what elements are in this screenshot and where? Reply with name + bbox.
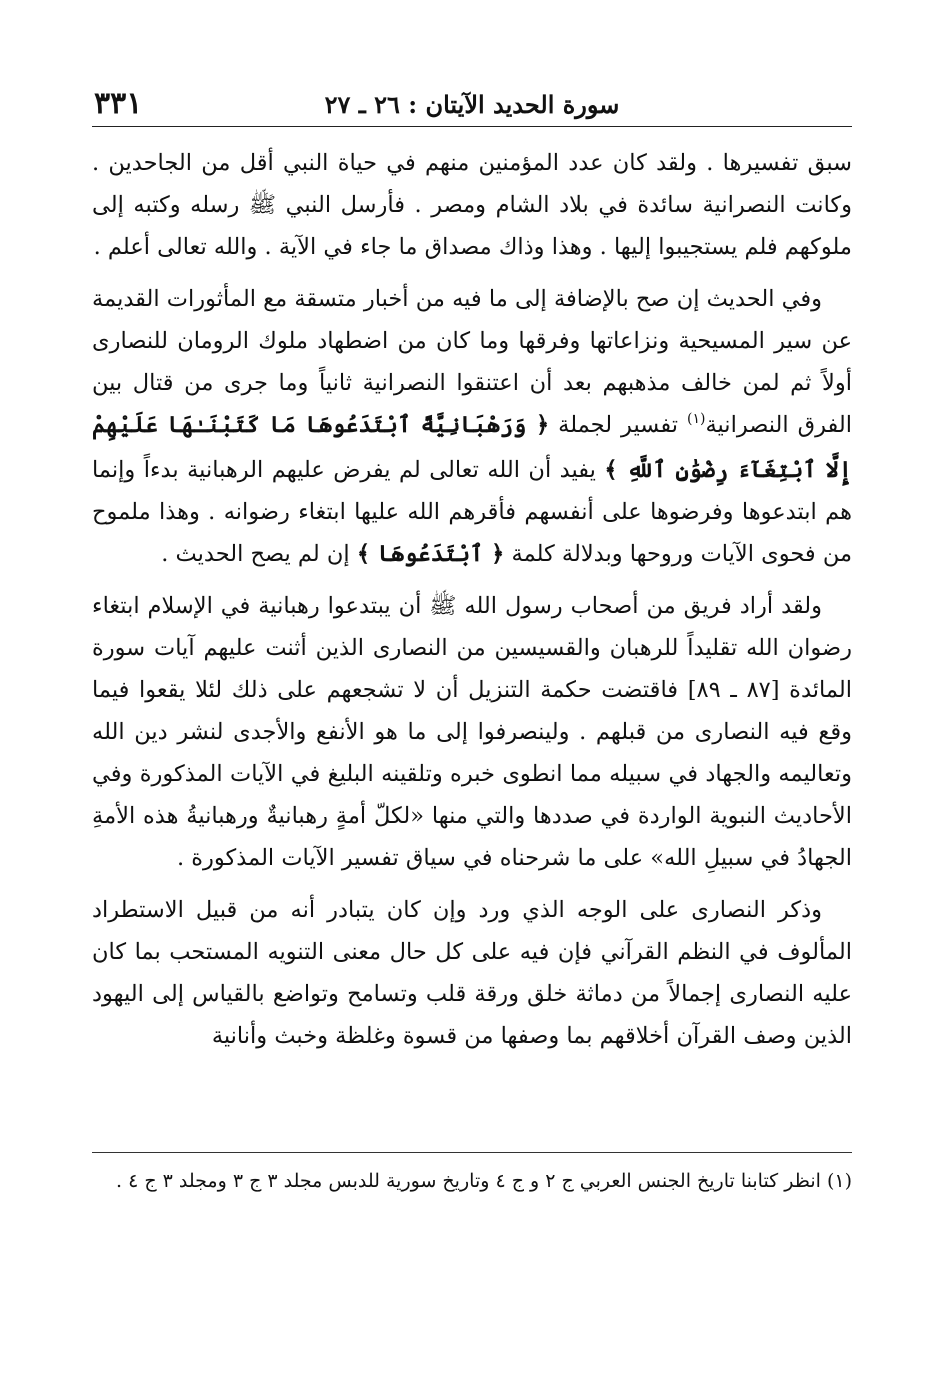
quran-word: ﴿ ٱبْتَدَعُوهَا ﴾ <box>356 541 505 567</box>
footnote-divider <box>92 1152 852 1153</box>
paragraph-2-text-c: يفيد أن الله تعالى لم يفرض عليهم الرهبانية بدءاً وإنما هم ابتدعوها وفرضوها على أنفسهم فأقرهم الله عليها ابتغاء رضوانه . وهذا ملموح من فحوى الآيات وروحها وبدلالة كلمة <box>92 457 852 567</box>
paragraph-2-text-d: إن لم يصح الحديث . <box>161 541 357 567</box>
quran-quote: ﴿ وَرَهْبَانِيَّةً ٱبْتَدَعُوهَا مَا كَتَبْنَـٰهَا عَلَيْهِمْ إِلَّا ٱبْتِغَآءَ رِضْوَٰنِ ٱللَّهِ ﴾ <box>92 412 852 483</box>
body-text <box>92 142 852 1057</box>
running-title: سورة الحديد الآيتان : ٢٦ ـ ٢٧ <box>324 90 620 119</box>
footnote-1: (١) انظر كتابنا تاريخ الجنس العربي ج ٢ و ج ٤ وتاريخ سورية للدبس مجلد ٣ ج ٣ ومجلد ٣ ج ٤ . <box>115 1170 852 1192</box>
paragraph-2-text-b: تفسير لجملة <box>549 412 687 438</box>
paragraph-3: ولقد أراد فريق من أصحاب رسول الله ﷺ أن يبتدعوا رهبانية في الإسلام ابتغاء رضوان الله تقليداً للرهبان والقسيسين من النصارى الذين أثنت عليهم آيات سورة المائدة [٨٧ ـ ٨٩] فاقتضت حكمة التنزيل أن لا تشجعهم على ذلك لئلا يقعوا فيما وقع فيه النصارى من قبلهم . ولينصرفوا إلى ما هو الأنفع والأجدى لنشر دين الله وتعاليمه والجهاد في سبيله مما انطوى خبره وتلقينه البليغ في الآيات المذكورة وفي الأحاديث النبوية الواردة في صددها والتي منها «لكلّ أمةٍ رهبانيةٌ ورهبانيةُ هذه الأمةِ الجهادُ في سبيلِ الله» على ما شرحناه في سياق تفسير الآيات المذكورة . <box>92 593 852 871</box>
page-number: ٣٣١ <box>94 86 143 121</box>
page-header <box>92 86 852 127</box>
footnote-reference: (١) <box>686 411 706 427</box>
footnotes <box>92 1162 852 1200</box>
paragraph-2 <box>92 278 852 575</box>
paragraph-2-text-a: وفي الحديث إن صح بالإضافة إلى ما فيه من أخبار متسقة مع المأثورات القديمة عن سير المسيحية ونزاعاتها وفرقها وما كان من اضطهاد ملوك الرومان للنصارى أولاً ثم لمن خالف مذهبهم بعد أن اعتنقوا النصرانية ثانياً وما جرى من قتال بين الفرق النصرانية <box>92 286 853 438</box>
paragraph-1: سبق تفسيرها . ولقد كان عدد المؤمنين منهم في حياة النبي أقل من الجاحدين . وكانت النصرانية سائدة في بلاد الشام ومصر . فأرسل النبي ﷺ رسله وكتبه إلى ملوكهم فلم يستجيبوا إليها . وهذا وذاك مصداق ما جاء في الآية . والله تعالى أعلم . <box>92 150 852 260</box>
paragraph-4: وذكر النصارى على الوجه الذي ورد وإن كان يتبادر أنه من قبيل الاستطراد المألوف في النظم القرآني فإن فيه على كل حال معنى التنويه المستحب بما كان عليه النصارى إجمالاً من دماثة خلق ورقة قلب وتسامح وتواضع بالقياس إلى اليهود الذين وصف القرآن أخلاقهم بما وصفها من قسوة وغلظة وخبث وأنانية <box>92 897 852 1049</box>
